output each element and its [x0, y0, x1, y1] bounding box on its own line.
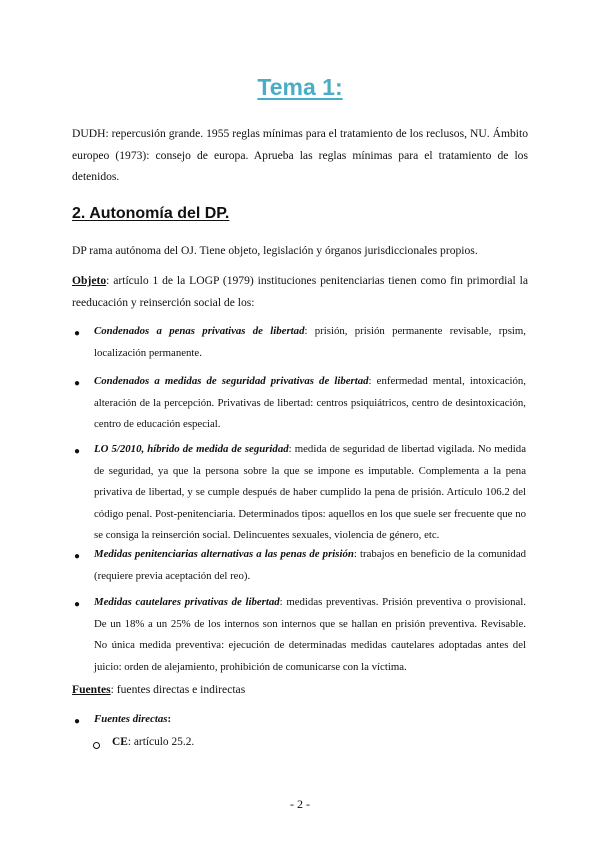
fuentes-text: : fuentes directas e indirectas: [110, 683, 246, 696]
page-number: - 2 -: [290, 797, 310, 811]
list-item-lead: Condenados a medidas de seguridad privativas de libertad: [94, 375, 369, 387]
page-title: Tema 1:: [257, 74, 343, 100]
list-item: [94, 544, 526, 587]
objeto-paragraph: [72, 270, 528, 313]
list-item-lead: Condenados a penas privativas de libertad: [94, 325, 305, 337]
intro-paragraph: DUDH: repercusión grande. 1955 reglas mínimas para el tratamiento de los reclusos, NU. Ámbito europeo (1973): consejo de europa. Aprueba las reglas mínimas para el tratamiento de los detenidos.: [72, 127, 528, 183]
list-item-text: : medida de seguridad de libertad vigilada. No medida de seguridad, ya que la persona sobre la que se impone es imputable. Complementa a la pena privativa de libertad, y se cumple después de haber cumplido la pena de prisión. Artículo 106.2 del código penal. Post-penitenciaria. Determinados tipos: aquellos en los que suele ser frecuente que no se consiga la reinserción social. Delincuentes sexuales, violencia de género, etc.: [94, 443, 526, 541]
sub-item-label: CE: [112, 736, 128, 748]
list-item-text: : trabajos en beneficio de la comunidad (requiere previa aceptación del reo).: [94, 548, 527, 582]
bullet-icon: ●: [74, 378, 81, 389]
fuentes-directas-label: Fuentes directas: [94, 713, 168, 725]
bullet-icon: ●: [74, 599, 81, 610]
objeto-label: Objeto: [72, 274, 107, 287]
list-item-text: : enfermedad mental, intoxicación, alteración de la percepción. Privativas de libertad: centros psiquiátricos, centro de desintoxicación, centro de educación especial.: [94, 375, 526, 430]
fuentes-directas-colon: :: [167, 713, 172, 725]
list-item-lead: Medidas penitenciarias alternativas a las penas de prisión: [94, 548, 354, 560]
fuentes-directas-item: [94, 709, 526, 731]
list-item-lead: LO 5/2010, híbrido de medida de seguridad: [94, 443, 289, 455]
autonomy-paragraph: DP rama autónoma del OJ. Tiene objeto, legislación y órganos jurisdiccionales propios.: [72, 244, 478, 257]
fuentes-label: Fuentes: [72, 683, 111, 696]
bullet-icon: ●: [74, 446, 81, 457]
list-item-text: : medidas preventivas. Prisión preventiva o provisional. De un 18% a un 25% de los internos son internos que se hallan en prisión preventiva. Revisable. No única medida preventiva: ejecución de determinadas medidas cautelares adoptadas antes del juicio: orden de alejamiento, prohibición de comunicarse con la víctima.: [94, 596, 527, 673]
list-item: [94, 439, 526, 547]
list-item-text: : prisión, prisión permanente revisable, rpsim, localización permanente.: [94, 325, 527, 359]
hollow-bullet-icon: [93, 742, 100, 749]
bullet-icon: ●: [74, 328, 81, 339]
list-item: [94, 371, 526, 436]
list-item: [94, 592, 526, 678]
bullet-icon: ●: [74, 716, 81, 727]
section-heading: 2. Autonomía del DP.: [72, 205, 230, 222]
sub-item-text: : artículo 25.2.: [127, 736, 195, 748]
sub-list-item: [112, 736, 194, 748]
list-item-lead: Medidas cautelares privativas de libertad: [94, 596, 280, 608]
fuentes-paragraph: [72, 679, 528, 701]
bullet-icon: ●: [74, 551, 81, 562]
objeto-text: : artículo 1 de la LOGP (1979) instituciones penitenciarias tienen como fin primordial la reeducación y reinserción social de los:: [72, 274, 528, 309]
list-item: [94, 321, 526, 364]
